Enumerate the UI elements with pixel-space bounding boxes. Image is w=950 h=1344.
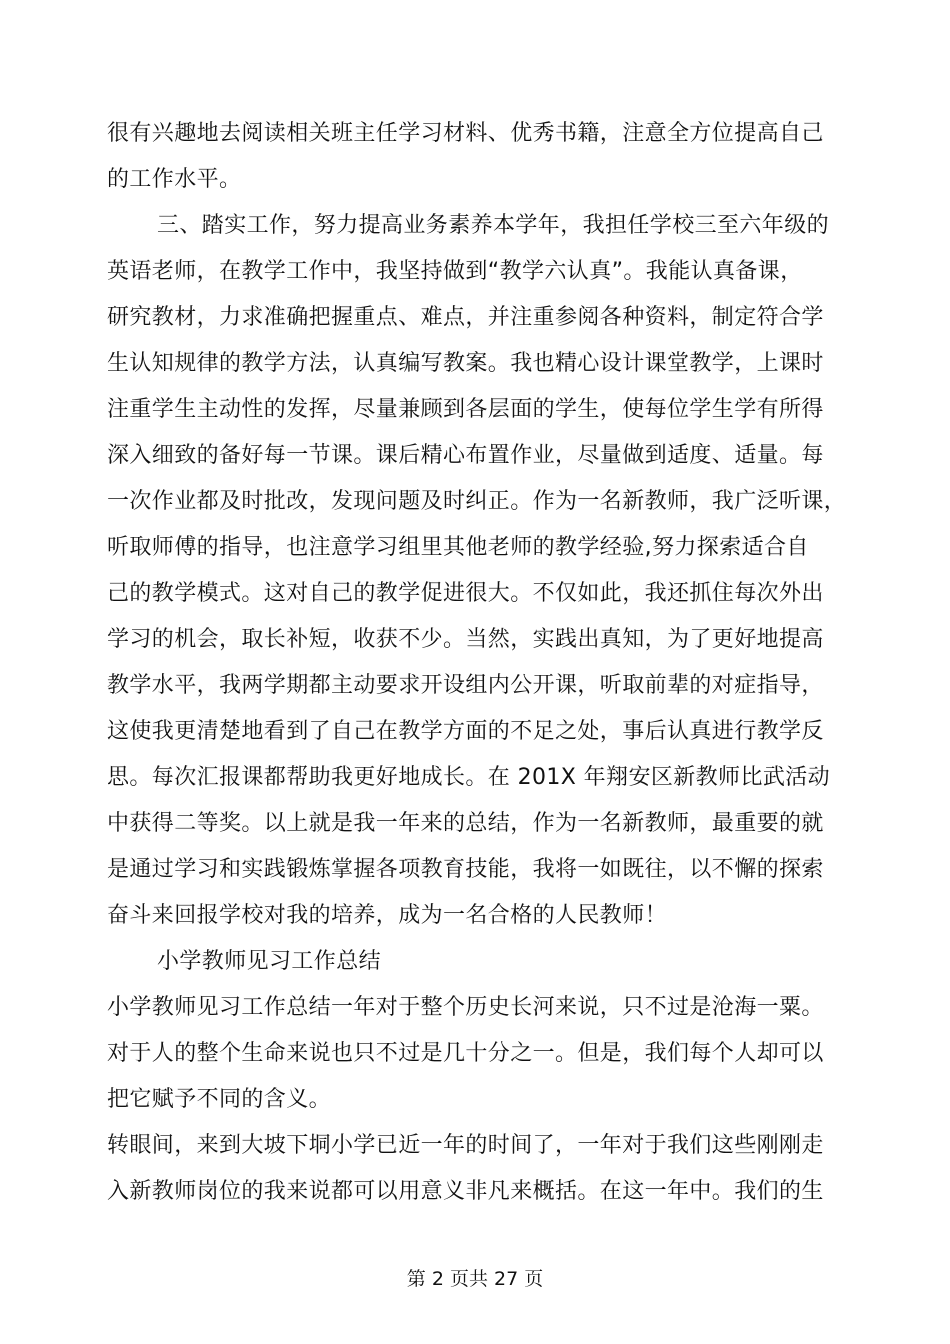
- text-line: 入新教师岗位的我来说都可以用意义非凡来概括。在这一年中。我们的生: [107, 1179, 824, 1204]
- text-line: 转眼间，来到大坡下垌小学已近一年的时间了，一年对于我们这些刚刚走: [107, 1133, 824, 1158]
- text-line: 研究教材，力求准确把握重点、难点，并注重参阅各种资料，制定符合学: [107, 305, 824, 330]
- text-line: 中获得二等奖。以上就是我一年来的总结，作为一名新教师，最重要的就: [107, 811, 824, 836]
- text-line: 把它赋予不同的含义。: [107, 1087, 332, 1112]
- text-line: 思。每次汇报课都帮助我更好地成长。在 201X 年翔安区新教师比武活动: [107, 765, 831, 790]
- text-line: 英语老师，在教学工作中，我坚持做到“教学六认真”。我能认真备课，: [107, 259, 803, 284]
- page-number-footer: 第 2 页共 27 页: [406, 1268, 544, 1290]
- text-line: 很有兴趣地去阅读相关班主任学习材料、优秀书籍，注意全方位提高自己: [107, 121, 824, 146]
- text-line: 注重学生主动性的发挥，尽量兼顾到各层面的学生，使每位学生学有所得: [107, 397, 824, 422]
- text-line: 一次作业都及时批改，发现问题及时纠正。作为一名新教师，我广泛听课，: [107, 489, 847, 514]
- text-line: 小学教师见习工作总结一年对于整个历史长河来说，只不过是沧海一粟。: [107, 995, 824, 1020]
- section-heading-line: 三、踏实工作，努力提高业务素养本学年，我担任学校三至六年级的: [157, 213, 830, 238]
- text-line: 己的教学模式。这对自己的教学促进很大。不仅如此，我还抓住每次外出: [107, 581, 824, 606]
- text-line: 教学水平，我两学期都主动要求开设组内公开课，听取前辈的对症指导，: [107, 673, 824, 698]
- text-line: 奋斗来回报学校对我的培养，成为一名合格的人民教师！: [107, 903, 668, 928]
- text-line: 对于人的整个生命来说也只不过是几十分之一。但是，我们每个人却可以: [107, 1041, 824, 1066]
- text-line: 是通过学习和实践锻炼掌握各项教育技能，我将一如既往，以不懈的探索: [107, 857, 824, 882]
- document-title-line: 小学教师见习工作总结: [157, 949, 382, 974]
- text-line: 深入细致的备好每一节课。课后精心布置作业，尽量做到适度、适量。每: [107, 443, 824, 468]
- text-line: 生认知规律的教学方法，认真编写教案。我也精心设计课堂教学，上课时: [107, 351, 824, 376]
- text-line: 学习的机会，取长补短，收获不少。当然，实践出真知，为了更好地提高: [107, 627, 824, 652]
- text-line: 听取师傅的指导，也注意学习组里其他老师的教学经验,努力探索适合自: [107, 535, 809, 560]
- text-line: 的工作水平。: [107, 167, 242, 192]
- text-line: 这使我更清楚地看到了自己在教学方面的不足之处，事后认真进行教学反: [107, 719, 824, 744]
